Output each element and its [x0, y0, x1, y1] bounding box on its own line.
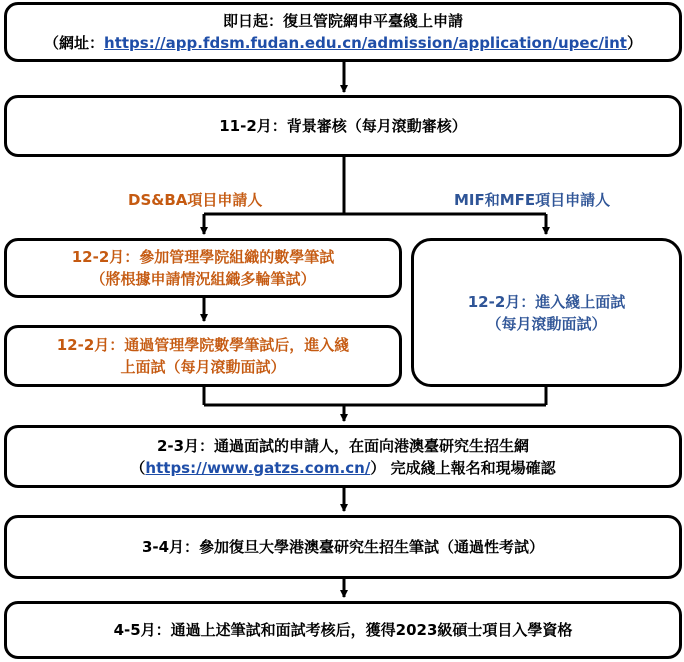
url-prefix: （網址：: [44, 34, 105, 52]
registration-url-line: [130, 457, 555, 479]
step-online-registration: [4, 425, 682, 488]
url-suffix: ）: [626, 34, 642, 52]
step-ds-ba-math-exam: [4, 238, 402, 298]
gatzs-url-suffix: ） 完成綫上報名和現場確認: [370, 458, 556, 477]
step-admission-qualification: [4, 601, 682, 659]
ds-ba-interview-line1: 12-2月：通過管理學院數學筆試后，進入綫: [56, 336, 350, 354]
branch-label-mif-mfe: MIF和MFE項目申請人: [454, 191, 611, 209]
step-written-exam: [4, 515, 682, 579]
mif-mfe-interview-line1: 12-2月：進入綫上面試: [467, 292, 626, 311]
admission-qualification-text: 4-5月：通過上述筆試和面試考核后，獲得2023級碩士項目入學資格: [113, 621, 573, 639]
ds-ba-exam-line1: 12-2月：參加管理學院組織的數學筆試: [71, 248, 335, 266]
gatzs-url-prefix: （: [130, 458, 146, 477]
fdsm-application-link[interactable]: https://app.fdsm.fudan.edu.cn/admission/application/upec/int: [104, 34, 627, 52]
step-online-application-title: 即日起：復旦管院網申平臺綫上申請: [222, 12, 463, 30]
step-background-review-text: 11-2月：背景審核（每月滾動審核）: [219, 117, 467, 135]
written-exam-text: 3-4月：參加復旦大學港澳臺研究生招生筆試（通過性考試）: [141, 538, 545, 556]
gatzs-link[interactable]: https://www.gatzs.com.cn/: [145, 458, 371, 477]
registration-line1: 2-3月：通過面試的申請人，在面向港澳臺研究生招生網: [156, 436, 530, 455]
branch-label-ds-ba: DS&BA項目申請人: [128, 191, 263, 209]
step-background-review: [4, 95, 682, 157]
step-online-application: [4, 2, 682, 62]
step-ds-ba-online-interview: [4, 325, 402, 387]
step-mif-mfe-online-interview: [411, 238, 682, 387]
ds-ba-interview-line2: 上面試（每月滾動面試）: [120, 358, 286, 376]
ds-ba-exam-line2: （將根據申請情況組織多輪筆試）: [90, 270, 316, 288]
mif-mfe-interview-line2: （每月滾動面試）: [486, 314, 607, 333]
step-online-application-url-line: [44, 32, 642, 54]
